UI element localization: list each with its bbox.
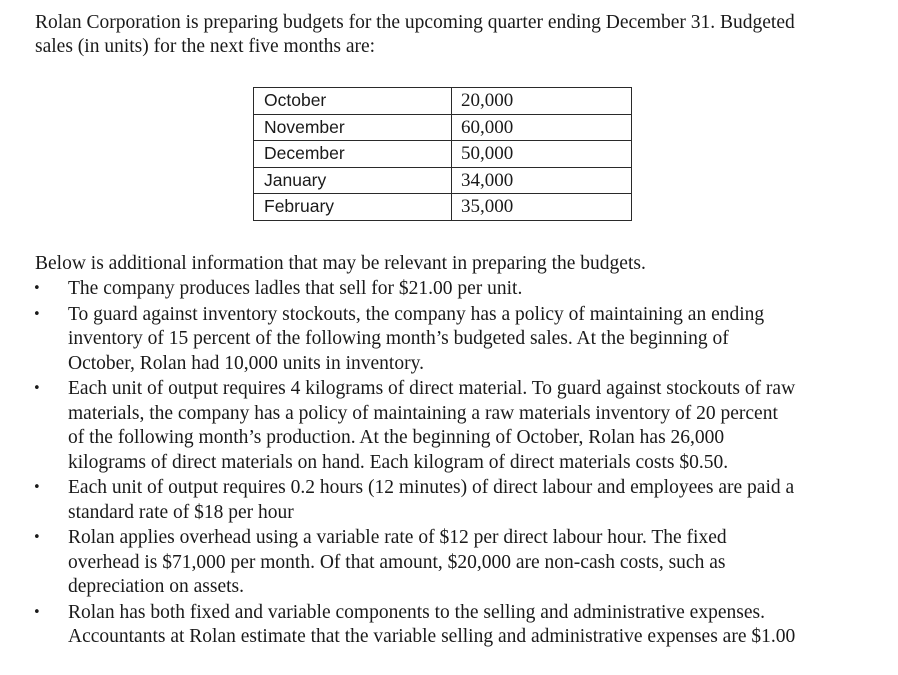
budgeted-sales-table xyxy=(253,87,632,221)
table-row xyxy=(254,141,632,168)
table-row xyxy=(254,114,632,141)
list-item-line: Each unit of output requires 4 kilograms of direct material. To guard against stockouts of raw xyxy=(68,378,796,399)
units-cell: 35,000 xyxy=(452,194,632,221)
additional-info-heading: Below is additional information that may be relevant in preparing the budgets. xyxy=(35,253,646,274)
list-item-line: Rolan applies overhead using a variable rate of $12 per direct labour hour. The fixed xyxy=(68,527,727,548)
list-item-line: October, Rolan had 10,000 units in inventory. xyxy=(68,352,424,374)
bullet-icon: • xyxy=(33,281,41,296)
list-item xyxy=(0,601,868,650)
bullet-icon: • xyxy=(33,480,41,495)
list-item-line: materials, the company has a policy of maintaining a raw materials inventory of 20 percent xyxy=(68,402,778,424)
units-cell: 20,000 xyxy=(452,88,632,115)
list-item xyxy=(0,303,868,377)
month-cell: October xyxy=(254,88,452,115)
intro-line: Rolan Corporation is preparing budgets for the upcoming quarter ending December 31. Budgeted xyxy=(35,12,795,33)
month-cell: February xyxy=(254,194,452,221)
intro-paragraph xyxy=(35,11,865,59)
bullet-icon: • xyxy=(33,381,41,396)
list-item-line: Accountants at Rolan estimate that the variable selling and administrative expenses are $1.00 xyxy=(68,626,796,647)
month-cell: December xyxy=(254,141,452,168)
month-cell: January xyxy=(254,167,452,194)
bullet-icon: • xyxy=(33,306,41,322)
list-item-line: overhead is $71,000 per month. Of that amount, $20,000 are non-cash costs, such as xyxy=(68,551,726,573)
list-item-line: depreciation on assets. xyxy=(68,576,244,597)
list-item-line: of the following month’s production. At the beginning of October, Rolan has 26,000 xyxy=(68,427,725,448)
list-item xyxy=(0,277,868,302)
units-cell: 60,000 xyxy=(452,114,632,141)
list-item-line: To guard against inventory stockouts, the company has a policy of maintaining an ending xyxy=(68,303,765,325)
bullet-icon: • xyxy=(33,604,41,620)
list-item xyxy=(0,526,868,600)
units-cell: 34,000 xyxy=(452,167,632,194)
list-item-line: Each unit of output requires 0.2 hours (12 minutes) of direct labour and employees are paid a xyxy=(68,477,795,498)
table-row xyxy=(254,194,632,221)
month-cell: November xyxy=(254,114,452,141)
intro-line: sales (in units) for the next five months are: xyxy=(35,36,376,57)
list-item-line: The company produces ladles that sell for $21.00 per unit. xyxy=(68,278,523,299)
list-item-line: inventory of 15 percent of the following month’s budgeted sales. At the beginning of xyxy=(68,328,729,349)
list-item xyxy=(0,377,868,475)
table-row xyxy=(254,88,632,115)
additional-info-list xyxy=(0,277,868,651)
table-row xyxy=(254,167,632,194)
list-item xyxy=(0,476,868,525)
list-item-line: standard rate of $18 per hour xyxy=(68,501,294,523)
units-cell: 50,000 xyxy=(452,141,632,168)
list-item-line: Rolan has both fixed and variable components to the selling and administrative expenses. xyxy=(68,601,765,623)
bullet-icon: • xyxy=(33,530,41,545)
list-item-line: kilograms of direct materials on hand. Each kilogram of direct materials costs $0.50. xyxy=(68,451,729,473)
